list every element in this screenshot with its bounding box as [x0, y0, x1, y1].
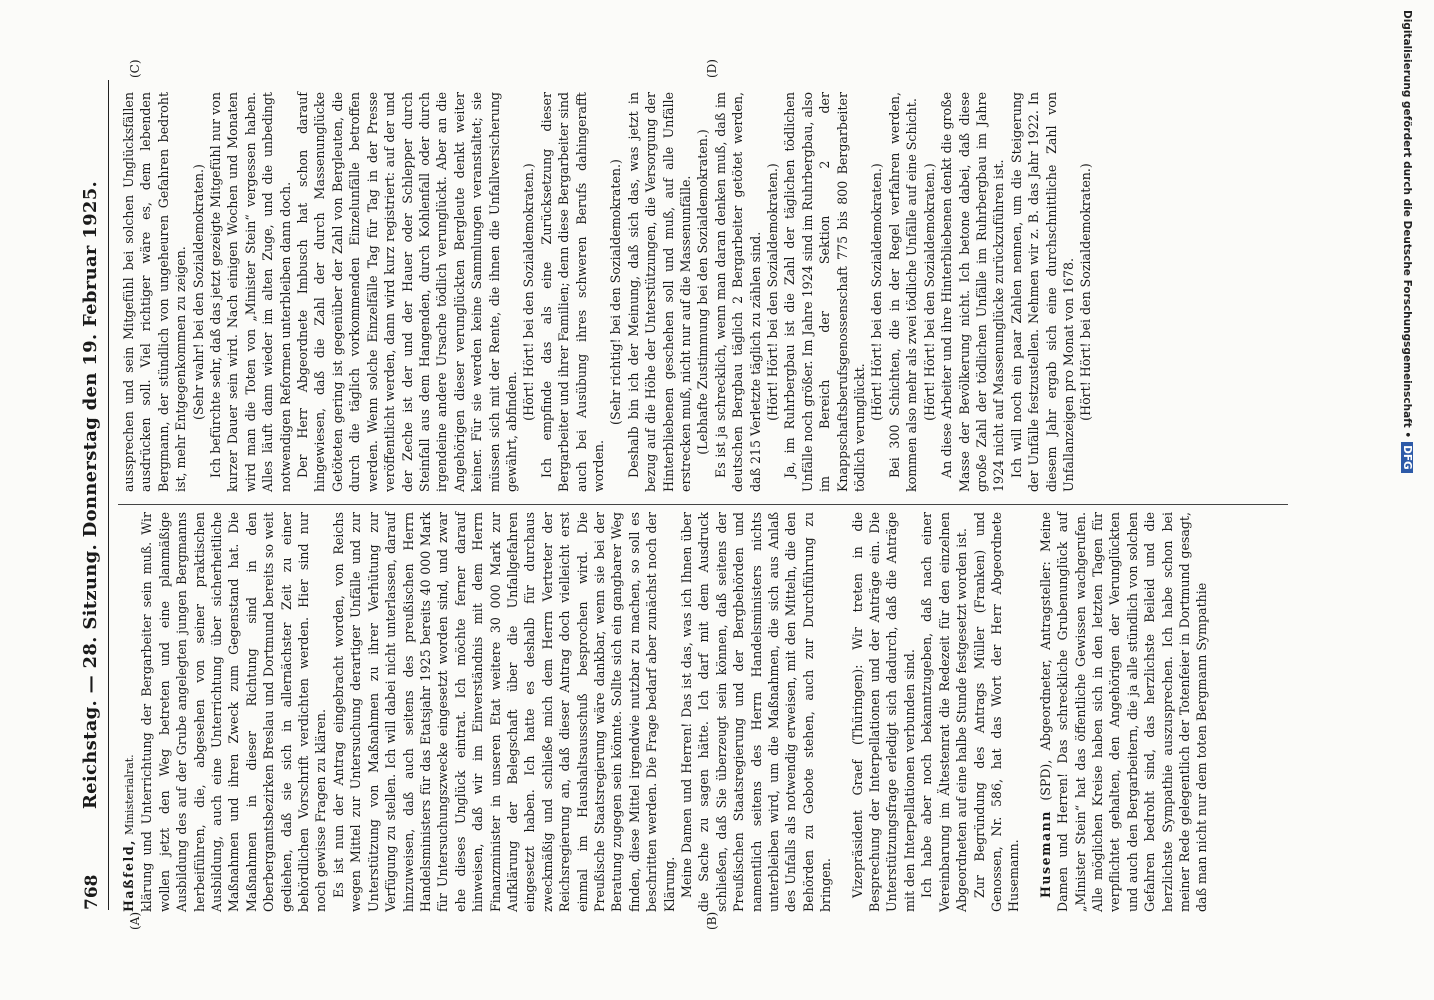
interjection: (Hört! Hört! bei den Sozialdemokraten.)	[521, 163, 537, 421]
column-divider	[118, 504, 1288, 505]
right-column	[120, 92, 1095, 492]
paragraph-text: (SPD), Abgeordneter, Antragsteller: Meine Damen und Herren! Das schreckliche Grubenunglück auf „Minister Stein“ hat das öffentliche Gewissen wachgerufen. Alle möglichen Kreise haben sich in den letzten Tagen für verpflichtet gehalten, den Angehörigen der Verunglückten und auch den Bergarbeitern, die ja alle stündlich von solchen Gefahren bedroht sind, das herzlichste Beileid und die herzlichste Sympathie auszusprechen. Ich habe schon bei meiner Rede gelegentlich der Totenfeier in Dortmund gesagt, daß man nicht nur dem toten Bergmann Sympathie	[1037, 512, 1210, 912]
speaker-name: Haßfeld,	[121, 838, 136, 912]
speaker-role: Ministerialrat.	[123, 754, 136, 835]
digitization-credit-sidebar	[1398, 0, 1428, 1000]
interjection: (Sehr wahr! bei den Sozialdemokraten.)	[190, 164, 206, 420]
paragraph: Meine Damen und Herren! Das ist das, was ich Ihnen über die Sache zu sagen hätte. Ich darf mit dem Ausdruck schließen, daß Sie überzeugt sein können, daß seitens der Preußischen Staatsregierung und der Bergbehörden und namentlich seitens des Herrn Handelsministers nichts unterbleiben wird, um die Maßnahmen, die sich aus Anlaß des Unfalls als notwendig erweisen, mit den Mitteln, die den Behörden zu Gebote stehen, auch zur Durchführung zu bringen.	[679, 512, 834, 912]
dfg-logo: DFG	[1401, 442, 1413, 473]
running-title: Reichstag. — 28. Sitzung. Donnerstag den 19. Februar 1925.	[80, 180, 101, 810]
interjection: (Hört! Hört! bei den Sozialdemokraten.)	[869, 163, 885, 421]
paragraph: Es ist nun der Antrag eingebracht worden, von Reichs wegen Mittel zur Untersuchung derartiger Unfälle und zur Unterstützung von Maßnahmen zu ihrer Verhütung zur Verfügung zu stellen. Ich will dabei nicht unterlassen, darauf hinzuweisen, daß auch seitens des preußischen Herrn Handelsministers für das Etatsjahr 1925 bereits 40 000 Mark für Untersuchungszwecke eingesetzt worden sind, und zwar ehe dieses Unglück eintrat. Ich möchte ferner darauf hinweisen, daß wir im Einverständnis mit dem Herrn Finanzminister in unseren Etat weitere 30 000 Mark zur Aufklärung der Belegschaft über die Unfallgefahren eingesetzt haben. Ich hatte es deshalb für durchaus zweckmäßig und schließe mich dem Herrn Vertreter der Reichsregierung an, daß dieser Antrag doch vielleicht erst einmal im Haushaltsausschuß besprochen wird. Die Preußische Staatsregierung wäre dankbar, wenn sie bei der Beratung zugegen sein könnte. Sollte sich ein gangbarer Weg finden, diese Mittel irgendwie nutzbar zu machen, so soll es beschritten werden. Die Frage bedarf aber zunächst noch der Klärung.	[330, 512, 677, 912]
paragraph: Bei 300 Schichten, die in der Regel verfahren werden, kommen also mehr als zwei tödliche Unfälle auf eine Schicht.	[886, 92, 920, 492]
paragraph: Deshalb bin ich der Meinung, daß sich das, was jetzt in bezug auf die Höhe der Unterstützungen, die Versorgung der Hinterbliebenen geschehen soll und muß, auf alle Unfälle erstrecken muß, nicht nur auf die Massenunfälle.	[625, 92, 693, 492]
interjection: (Hört! Hört! bei den Sozialdemokraten.)	[765, 163, 781, 421]
credit-label: Digitalisierung gefördert durch die Deutsche Forschungsgemeinschaft •	[1401, 10, 1413, 439]
paragraph: Ja, im Ruhrbergbau ist die Zahl der täglichen tödlichen Unfälle noch größer. Im Jahre 1924 sind im Ruhrbergbau, also im Bereich der Sektion 2 der Knappschaftsberufsgenossenschaft 775 bis 800 Bergarbeiter tödlich verunglückt.	[782, 92, 868, 492]
paragraph: An diese Arbeiter und ihre Hinterbliebenen denkt die große Masse der Bevölkerung nicht. Ich betone dabei, daß diese große Zahl der tödlichen Unfälle im Ruhrbergbau im Jahre 1924 nicht auf Massenunglücke zurückzuführen ist.	[939, 92, 1007, 492]
paragraph: Ich befürchte sehr, daß das jetzt gezeigte Mitgefühl nur von kurzer Dauer sein wird. Nach einigen Wochen und Monaten wird man die Toten von „Minister Stein“ vergessen haben. Alles läuft dann wieder im alten Zuge, und die unbedingt notwendigen Reformen unterbleiben dann doch.	[208, 92, 293, 492]
speaker-name: Husemann	[1037, 810, 1053, 898]
paragraph: Ich empfinde das als eine Zurücksetzung dieser Bergarbeiter und ihrer Familien; denn diese Bergarbeiter sind auch bei Ausübung ihres schweren Berufs dahingerafft worden.	[538, 92, 606, 492]
paragraph: Vizepräsident Graef (Thüringen): Wir treten in die Besprechung der Interpellationen und der Anträge ein. Die Unterstützungsfrage erledigt sich dadurch, daß die Anträge mit den Interpellationen verbunden sind.	[849, 512, 917, 912]
interjection: (Hört! Hört! bei den Sozialdemokraten.)	[921, 163, 937, 421]
page-header	[78, 80, 109, 910]
paragraph: Es ist ja schrecklich, wenn man daran denken muß, daß im deutschen Bergbau täglich 2 Bergarbeiter getötet werden, daß 215 Verletzte täglich zu zählen sind.	[712, 92, 763, 492]
page-number: 768	[82, 874, 102, 910]
paragraph: klärung und Unterrichtung der Bergarbeiter sein muß. Wir wollen jetzt den Weg betreten und eine planmäßige Ausbildung des auf der Grube angelegten jungen Bergmanns herbeiführen, die, abgesehen von seiner praktischen Ausbildung, auch eine Unterrichtung über sicherheitliche Maßnahmen und ihren Zweck zum Gegenstand hat. Die Maßnahmen in dieser Richtung sind in den Oberbergamtsbezirken Breslau und Dortmund bereits so weit gediehen, daß sie sich in allernächster Zeit zu einer behördlichen Vorschrift verdichten werden. Hier sind nur noch gewisse Fragen zu klären.	[139, 512, 329, 912]
paragraph: Zur Begründung des Antrags Müller (Franken) und Genossen, Nr. 586, hat das Wort der Herr Abgeordnete Husemann.	[971, 512, 1022, 912]
paragraph: Ich will noch ein paar Zahlen nennen, um die Steigerung der Unfälle festzustellen. Nehmen wir z. B. das Jahr 1922. In diesem Jahr ergab sich eine durchschnittliche Zahl von Unfallanzeigen pro Monat von 1678.	[1008, 92, 1076, 492]
paragraph: Ich habe aber noch bekanntzugeben, daß nach einer Vereinbarung im Ältestenrat die Redezeit für den einzelnen Abgeordneten auf eine halbe Stunde festgesetzt worden ist.	[919, 512, 970, 912]
left-column	[120, 512, 1211, 912]
interjection: (Sehr richtig! bei den Sozialdemokraten.)	[608, 159, 624, 425]
paragraph: Der Herr Abgeordnete Imbusch hat schon darauf hingewiesen, daß die Zahl der durch Massenunglücke Getöteten gering ist gegenüber der Zahl von Bergleuten, die durch die täglich vorkommenden Einzelunfälle betroffen werden. Wenn solche Einzelfälle Tag für Tag in der Presse veröffentlicht werden, dann wird kurz registriert: auf der und der Zeche ist der und der Hauer oder Schlepper durch Steinfall aus dem Hangenden, durch Kohlenfall oder durch irgendeine andere Ursache tödlich verunglückt. Aber an die Angehörigen dieser verunglückten Bergleute denkt weiter keiner. Für sie werden keine Sammlungen veranstaltet; sie müssen sich mit der Rente, die ihnen die Unfallversicherung gewährt, abfinden.	[295, 92, 519, 492]
margin-mark-a: (A)	[128, 911, 142, 930]
margin-mark-c: (C)	[128, 59, 142, 78]
credit-text	[1401, 10, 1413, 473]
paragraph: aussprechen und sein Mitgefühl bei solchen Unglücksfällen ausdrücken soll. Viel richtiger wäre es, dem lebenden Bergmann, der stündlich von ungeheuren Gefahren bedroht ist, mehr Entgegenkommen zu zeigen.	[121, 92, 189, 492]
interjection: (Lebhafte Zustimmung bei den Sozialdemokraten.)	[695, 129, 711, 455]
margin-mark-d: (D)	[705, 59, 719, 78]
margin-mark-b: (B)	[705, 911, 719, 930]
speaker-heading-hassfeld	[120, 512, 138, 912]
speaker-paragraph-husemann	[1037, 512, 1211, 912]
interjection: (Hört! Hört! bei den Sozialdemokraten.)	[1078, 163, 1094, 421]
